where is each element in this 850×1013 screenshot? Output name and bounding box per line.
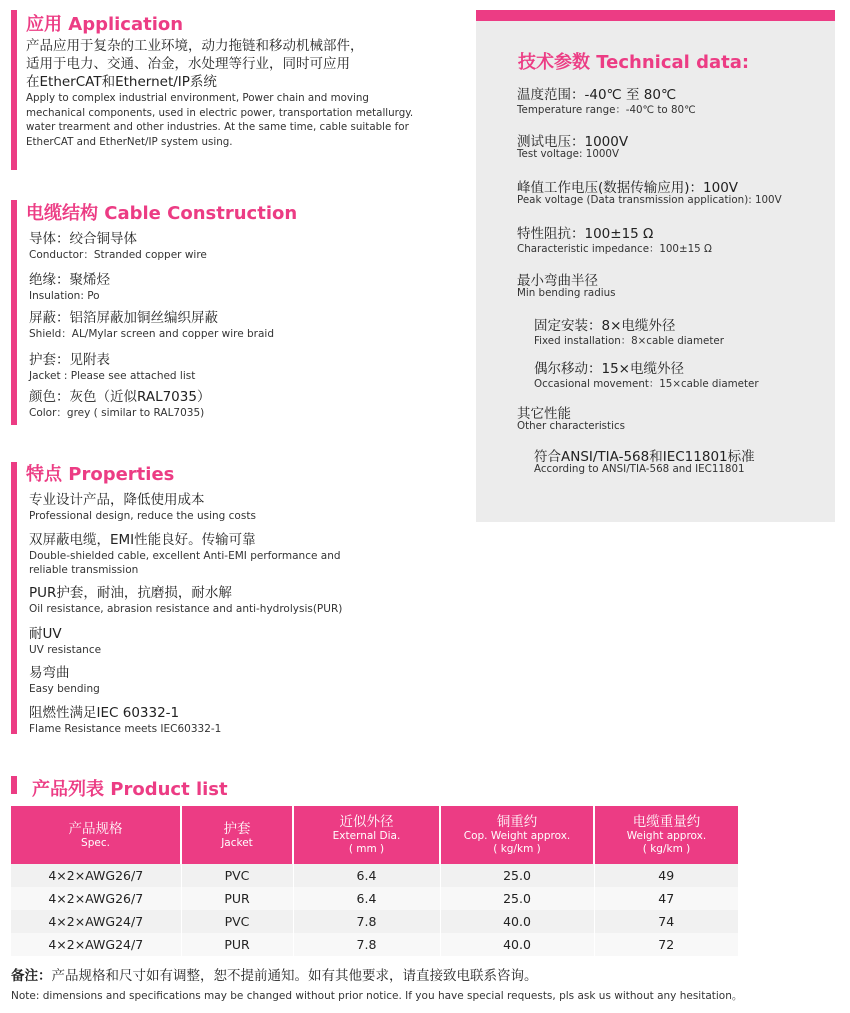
- construction-en: Insulation: Po: [29, 290, 100, 302]
- tech-temp-zh: 温度范围：-40℃ 至 80℃: [517, 87, 677, 103]
- header-cable-weight: [594, 806, 738, 864]
- cell-weight: 74: [594, 910, 738, 933]
- product-list-title: 产品列表 Product list: [32, 779, 228, 800]
- construction-item-color: [29, 389, 210, 420]
- construction-zh: 绝缘：聚烯烃: [29, 272, 110, 288]
- header-wt-zh: 电缆重量约: [632, 814, 701, 830]
- table-row: [11, 864, 738, 887]
- header-jacket-zh: 护套: [223, 820, 251, 837]
- tech-other-en: Other characteristics: [517, 420, 625, 432]
- construction-en: Jacket : Please see attached list: [29, 370, 196, 382]
- cell-cu-weight: 40.0: [440, 910, 594, 933]
- property-zh: 阻燃性满足IEC 60332-1: [29, 705, 180, 721]
- cell-dia: 7.8: [293, 933, 440, 956]
- header-dia-zh: 近似外径: [339, 814, 394, 830]
- property-en: reliable transmission: [29, 564, 139, 576]
- property-en: Easy bending: [29, 683, 100, 695]
- cell-cu-weight: 25.0: [440, 887, 594, 910]
- cell-dia: 7.8: [293, 910, 440, 933]
- tech-fixed-en: Fixed installation：8×cable diameter: [534, 335, 724, 347]
- cell-dia: 6.4: [293, 864, 440, 887]
- tech-temp-en: Temperature range：-40℃ to 80℃: [517, 104, 696, 116]
- cell-weight: 47: [594, 887, 738, 910]
- application-text: [26, 37, 446, 149]
- header-spec-zh: 产品规格: [68, 820, 123, 837]
- property-item: [29, 626, 101, 657]
- cell-jacket: PUR: [181, 933, 293, 956]
- header-jacket: [181, 806, 293, 864]
- cell-dia: 6.4: [293, 887, 440, 910]
- property-zh: 专业设计产品，降低使用成本: [29, 492, 205, 508]
- header-spec-en: Spec.: [81, 836, 110, 849]
- tech-other-zh: 其它性能: [517, 406, 571, 422]
- tech-bending-zh: 最小弯曲半径: [517, 273, 598, 289]
- tech-peak-en: Peak voltage (Data transmission application): 100V: [517, 194, 782, 206]
- property-zh: PUR护套，耐油，抗磨损，耐水解: [29, 585, 232, 601]
- cell-weight: 72: [594, 933, 738, 956]
- property-en: Double-shielded cable, excellent Anti-EMI performance and: [29, 550, 341, 562]
- construction-zh: 颜色：灰色（近似RAL7035）: [29, 389, 211, 405]
- cell-cu-weight: 40.0: [440, 933, 594, 956]
- application-en-line: EtherCAT and EtherNet/IP system using.: [26, 135, 233, 148]
- header-copper-weight: [440, 806, 594, 864]
- properties-accent-bar: [11, 462, 17, 734]
- construction-en: Conductor：Stranded copper wire: [29, 249, 207, 261]
- tech-peak-zh: 峰值工作电压(数据传输应用)：100V: [517, 180, 739, 196]
- application-en-line: mechanical components, used in electric power, transportation metallurgy.: [26, 106, 414, 119]
- property-item: [29, 705, 221, 736]
- cell-spec: 4×2×AWG24/7: [11, 933, 181, 956]
- cell-cu-weight: 25.0: [440, 864, 594, 887]
- header-wt-unit: ( kg/km ): [642, 843, 691, 855]
- construction-item-insulation: [29, 272, 110, 303]
- application-zh-line: 产品应用于复杂的工业环境，动力拖链和移动机械部件，: [26, 38, 364, 54]
- tech-impedance-zh: 特性阻抗：100±15 Ω: [517, 226, 654, 242]
- application-title: 应用 Application: [26, 14, 184, 35]
- tech-fixed-zh: 固定安装：8×电缆外径: [534, 318, 676, 334]
- property-en: Oil resistance, abrasion resistance and anti-hydrolysis(PUR): [29, 603, 343, 615]
- header-dia-en: External Dia.: [332, 830, 401, 842]
- product-table-header-row: [11, 806, 738, 864]
- tech-occasional-en: Occasional movement：15×cable diameter: [534, 378, 759, 390]
- property-en: Professional design, reduce the using costs: [29, 510, 256, 522]
- cell-spec: 4×2×AWG26/7: [11, 864, 181, 887]
- construction-zh: 导体：绞合铜导体: [29, 231, 137, 247]
- cell-jacket: PUR: [181, 887, 293, 910]
- note-en: Note: dimensions and specifications may be changed without prior notice. If you have special requests, pls ask us without any hesitation。: [11, 990, 743, 1002]
- property-zh: 易弯曲: [29, 665, 70, 681]
- application-en-line: Apply to complex industrial environment, Power chain and moving: [26, 92, 369, 104]
- property-en: Flame Resistance meets IEC60332-1: [29, 723, 222, 735]
- application-zh-line: 在EtherCAT和Ethernet/IP系统: [26, 74, 217, 90]
- tech-bending-en: Min bending radius: [517, 287, 616, 299]
- tech-occasional-zh: 偶尔移动：15×电缆外径: [534, 361, 684, 377]
- property-zh: 耐UV: [29, 626, 62, 642]
- property-zh: 双屏蔽电缆，EMI性能良好。传输可靠: [29, 532, 256, 548]
- tech-test-en: Test voltage: 1000V: [517, 148, 620, 160]
- cell-weight: 49: [594, 864, 738, 887]
- construction-zh: 屏蔽：铝箔屏蔽加铜丝编织屏蔽: [29, 310, 218, 326]
- header-cu-en: Cop. Weight approx.: [463, 830, 571, 842]
- cell-spec: 4×2×AWG26/7: [11, 887, 181, 910]
- header-jacket-en: Jacket: [221, 836, 253, 849]
- tech-test-zh: 测试电压：1000V: [517, 134, 629, 150]
- technical-title: 技术参数 Technical data:: [518, 52, 750, 73]
- construction-item-conductor: [29, 231, 207, 262]
- construction-title: 电缆结构 Cable Construction: [26, 203, 298, 224]
- note-zh-label: 备注：: [11, 968, 52, 984]
- header-cu-unit: ( kg/km ): [493, 843, 541, 855]
- technical-panel-top-bar: [476, 10, 835, 21]
- construction-zh: 护套：见附表: [29, 352, 110, 368]
- note-zh: [11, 964, 538, 984]
- property-item: [29, 532, 341, 577]
- tech-impedance-en: Characteristic impedance：100±15 Ω: [517, 243, 712, 255]
- product-list-accent-bar: [11, 776, 17, 794]
- application-en-line: water trearment and other industries. At the same time, cable suitable for: [26, 121, 409, 133]
- construction-en: Color：grey ( similar to RAL7035): [29, 407, 205, 419]
- application-zh-line: 适用于电力、交通、冶金，水处理等行业，同时可应用: [26, 56, 350, 72]
- construction-en: Shield：AL/Mylar screen and copper wire braid: [29, 328, 274, 340]
- construction-item-jacket: [29, 352, 195, 383]
- note-zh-text: 产品规格和尺寸如有调整，恕不提前通知。如有其他要求，请直接致电联系咨询。: [51, 968, 538, 984]
- construction-accent-bar: [11, 200, 17, 425]
- cell-spec: 4×2×AWG24/7: [11, 910, 181, 933]
- property-item: [29, 585, 342, 616]
- technical-data-panel: [476, 10, 835, 522]
- cell-jacket: PVC: [181, 910, 293, 933]
- properties-title: 特点 Properties: [26, 464, 175, 485]
- property-item: [29, 492, 256, 523]
- header-spec: [11, 806, 181, 864]
- table-row: [11, 910, 738, 933]
- product-table: [11, 806, 738, 956]
- property-en: UV resistance: [29, 644, 102, 656]
- header-external-dia: [293, 806, 440, 864]
- construction-item-shield: [29, 310, 274, 341]
- application-accent-bar: [11, 10, 17, 170]
- table-row: [11, 887, 738, 910]
- header-cu-zh: 铜重约: [496, 814, 538, 830]
- tech-ansi-en: According to ANSI/TIA-568 and IEC11801: [534, 463, 745, 475]
- header-wt-en: Weight approx.: [626, 830, 707, 842]
- cell-jacket: PVC: [181, 864, 293, 887]
- tech-ansi-zh: 符合ANSI/TIA-568和IEC11801标准: [534, 449, 755, 465]
- header-dia-unit: ( mm ): [348, 843, 385, 855]
- table-row: [11, 933, 738, 956]
- property-item: [29, 665, 100, 696]
